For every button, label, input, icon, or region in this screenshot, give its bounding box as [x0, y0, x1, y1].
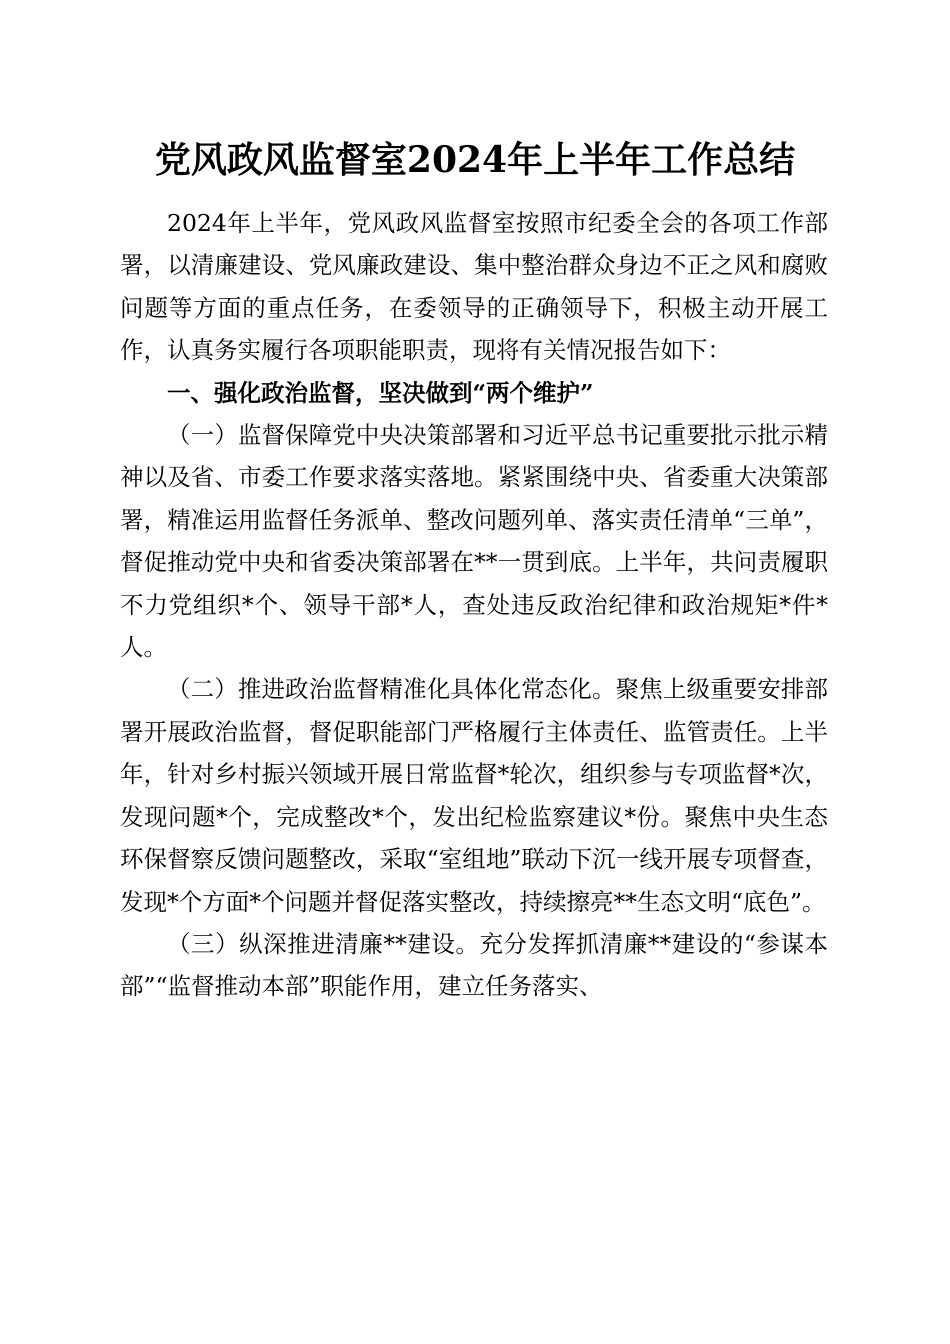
subsection-text-1: 紧紧围绕中央、省委重大决策部署，精准运用监督任务派单、整改问题列单、落实责任清单“三单”，督促推动党中央和省委决策部署在**一贯到底。上半年，共问责履职不力党组织*个、领导干部*人，查处违反政治纪律和政治规矩*件*人。	[120, 463, 829, 662]
section-heading-1: 一、强化政治监督，坚决做到“两个维护”	[167, 378, 594, 407]
subsection-lead-2: （二）推进政治监督精准化具体化常态化。	[167, 675, 616, 704]
subsection-paragraph-3	[120, 923, 828, 1008]
intro-paragraph: 2024年上半年，党风政风监督室按照市纪委全会的各项工作部署，以清廉建设、党风廉政建设、集中整治群众身边不正之风和腐败问题等方面的重点任务，在委领导的正确领导下，积极主动开展工作，认真务实履行各项职能职责，现将有关情况报告如下：	[120, 209, 828, 365]
subsection-text-2: 聚焦上级重要安排部署开展政治监督，督促职能部门严格履行主体责任、监管责任。上半年，针对乡村振兴领域开展日常监督*轮次，组织参与专项监督*次，发现问题*个，完成整改*个，发出纪检监察建议*份。聚焦中央生态环保督察反馈问题整改，采取“室组地”联动下沉一线开展专项督查，发现*个方面*个问题并督促落实整改，持续擦亮**生态文明“底色”。	[120, 675, 829, 916]
subsection-paragraph-2	[120, 668, 828, 922]
document-body	[120, 202, 828, 1008]
subsection-lead-3: （三）纵深推进清廉**建设。	[167, 929, 480, 958]
document-title: 党风政风监督室2024年上半年工作总结	[154, 139, 796, 181]
subsection-paragraph-1	[120, 414, 828, 668]
subsection-text-3: 充分发挥抓清廉**建设的“参谋本部”“监督推动本部”职能作用，建立任务落实、	[120, 929, 829, 1001]
subsection-lead-1: （一）监督保障党中央决策部署和习近平总书记重要批示批示精神以及省、市委工作要求落实落地。	[120, 421, 828, 492]
